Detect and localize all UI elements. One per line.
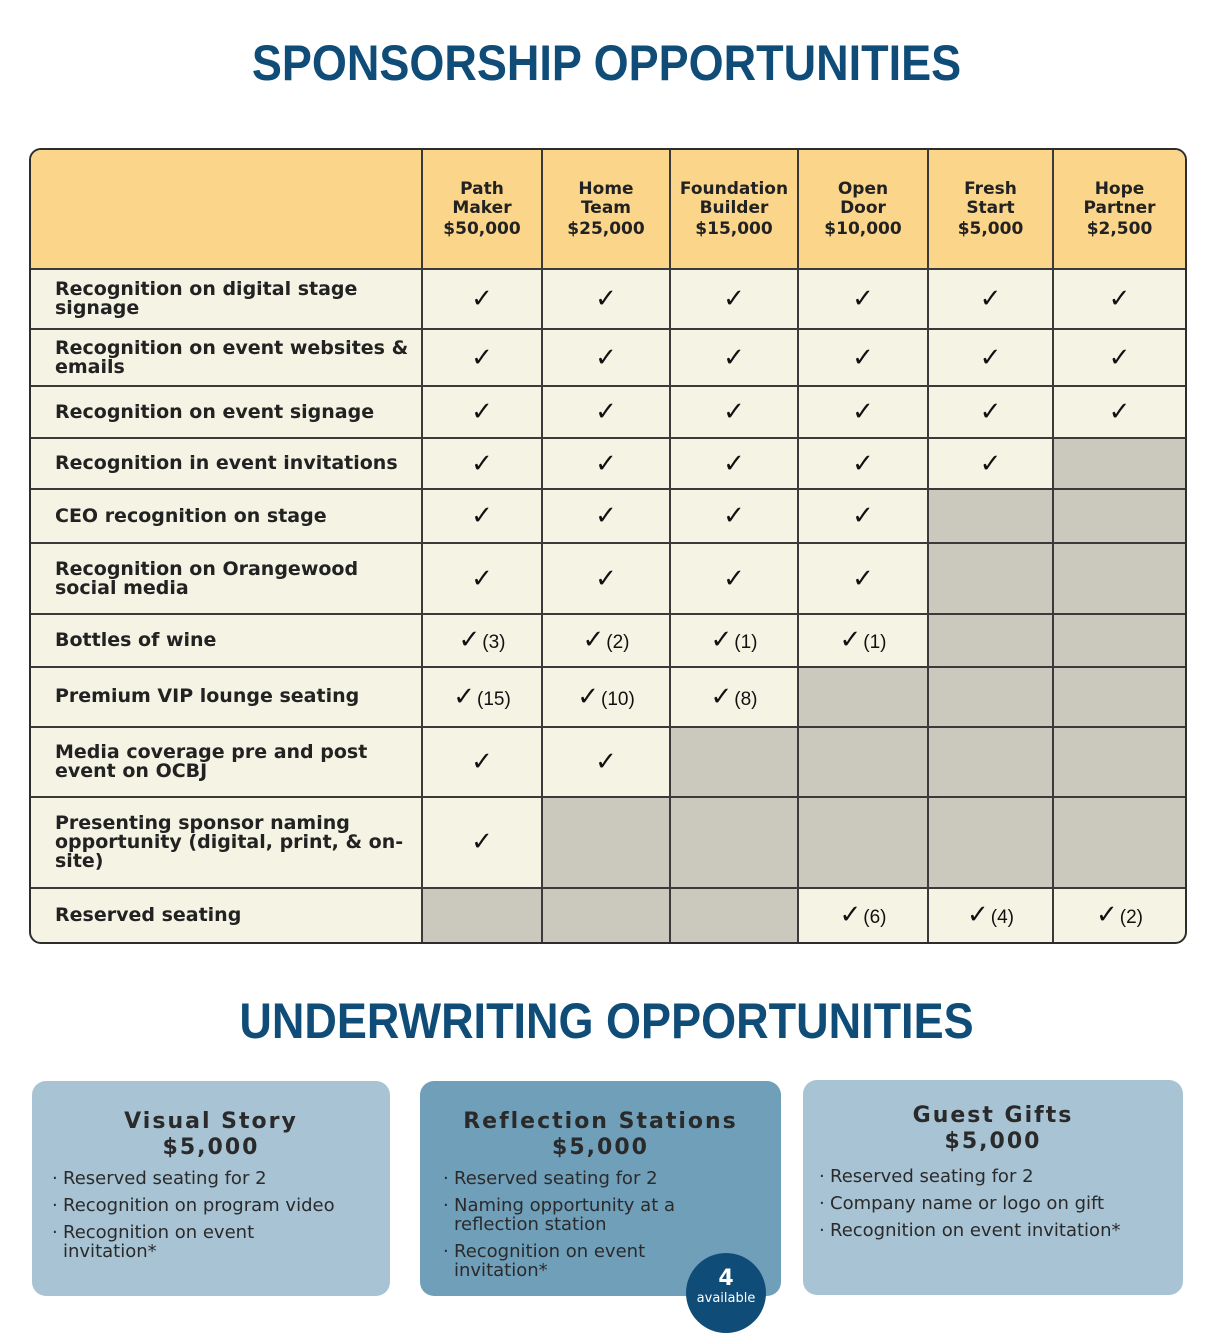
checkmark-icon: ✓ xyxy=(453,681,475,712)
benefit-cell xyxy=(422,329,542,386)
benefit-label: Recognition on Orangewood social media xyxy=(31,543,422,614)
benefit-cell xyxy=(542,329,670,386)
table-row xyxy=(31,797,1185,888)
table-row xyxy=(31,543,1185,614)
benefit-cell xyxy=(1053,329,1185,386)
benefit-cell xyxy=(670,667,798,727)
benefit-label: Recognition on event signage xyxy=(31,386,422,438)
checkmark-icon: ✓ xyxy=(710,681,733,712)
table-header-row xyxy=(31,150,1185,269)
benefit-label: CEO recognition on stage xyxy=(31,489,422,543)
benefit-cell xyxy=(798,329,928,386)
checkmark-icon: ✓ xyxy=(852,563,874,594)
benefit-cell xyxy=(798,269,928,329)
checkmark-icon: ✓ xyxy=(471,563,493,594)
tier-price: $25,000 xyxy=(567,218,645,239)
unavailable-cell xyxy=(670,888,798,942)
benefit-cell xyxy=(1053,386,1185,438)
checkmark-icon: ✓ xyxy=(471,397,493,428)
benefit-cell xyxy=(422,614,542,666)
benefit-cell xyxy=(1053,269,1185,329)
benefit-cell xyxy=(928,386,1053,438)
unavailable-cell xyxy=(928,614,1053,666)
card-price: $5,000 xyxy=(162,1135,260,1160)
checkmark-icon: ✓ xyxy=(723,284,745,315)
benefit-label: Premium VIP lounge seating xyxy=(31,667,422,727)
checkmark-icon: ✓ xyxy=(1108,397,1131,428)
benefit-cell xyxy=(670,614,798,666)
checkmark-icon: ✓ xyxy=(458,625,481,656)
checkmark-icon: ✓ xyxy=(471,342,493,373)
unavailable-cell xyxy=(1053,489,1185,543)
unavailable-cell xyxy=(928,489,1053,543)
table-row xyxy=(31,329,1185,386)
benefit-label: Recognition on event websites & emails xyxy=(31,329,422,386)
table-row xyxy=(31,727,1185,797)
benefit-label: Recognition on digital stage signage xyxy=(31,269,422,329)
unavailable-cell xyxy=(928,667,1053,727)
unavailable-cell xyxy=(670,727,798,797)
checkmark-icon: ✓ xyxy=(979,397,1002,428)
table-row xyxy=(31,489,1185,543)
checkmark-icon: ✓ xyxy=(723,501,745,532)
benefit-cell xyxy=(798,888,928,942)
checkmark-icon: ✓ xyxy=(471,284,493,315)
tier-price: $10,000 xyxy=(824,218,902,239)
unavailable-cell xyxy=(1053,667,1185,727)
quantity-label: (2) xyxy=(606,632,630,654)
availability-badge xyxy=(686,1253,766,1333)
benefit-cell xyxy=(542,438,670,489)
checkmark-icon: ✓ xyxy=(471,827,493,858)
unavailable-cell xyxy=(928,543,1053,614)
checkmark-icon: ✓ xyxy=(595,448,617,479)
table-row xyxy=(31,386,1185,438)
quantity-label: (15) xyxy=(477,688,511,710)
checkmark-icon: ✓ xyxy=(723,342,745,373)
checkmark-icon: ✓ xyxy=(1108,342,1131,373)
list-item: · Recognition on event invitation* xyxy=(445,1242,694,1280)
checkmark-icon: ✓ xyxy=(852,284,874,315)
unavailable-cell xyxy=(542,888,670,942)
quantity-label: (1) xyxy=(863,632,887,654)
benefit-cell xyxy=(422,797,542,888)
checkmark-icon: ✓ xyxy=(595,284,617,315)
benefit-cell xyxy=(928,888,1053,942)
table-row xyxy=(31,269,1185,329)
tier-name-line2: Builder xyxy=(699,197,769,218)
list-item: · Reserved seating for 2 xyxy=(445,1169,781,1188)
checkmark-icon: ✓ xyxy=(852,501,874,532)
benefit-cell xyxy=(542,543,670,614)
card-price: $5,000 xyxy=(552,1135,649,1160)
checkmark-icon: ✓ xyxy=(471,448,493,479)
benefit-cell xyxy=(670,386,798,438)
quantity-label: (3) xyxy=(482,632,506,654)
underwriting-card xyxy=(803,1080,1183,1295)
checkmark-icon: ✓ xyxy=(852,397,874,428)
benefit-cell xyxy=(542,727,670,797)
benefit-cell xyxy=(928,438,1053,489)
unavailable-cell xyxy=(1053,797,1185,888)
checkmark-icon: ✓ xyxy=(710,625,733,656)
tier-name-line1: Home xyxy=(578,178,634,199)
list-item: · Reserved seating for 2 xyxy=(54,1169,390,1188)
quantity-label: (10) xyxy=(601,688,635,710)
tier-header xyxy=(928,150,1053,269)
table-row xyxy=(31,438,1185,489)
unavailable-cell xyxy=(928,727,1053,797)
header-blank xyxy=(31,150,422,269)
quantity-label: (6) xyxy=(863,907,887,929)
benefit-cell xyxy=(798,543,928,614)
checkmark-icon: ✓ xyxy=(595,563,617,594)
tier-price: $2,500 xyxy=(1086,218,1153,239)
unavailable-cell xyxy=(928,797,1053,888)
unavailable-cell xyxy=(1053,727,1185,797)
tier-header xyxy=(1053,150,1185,269)
checkmark-icon: ✓ xyxy=(1095,900,1118,931)
unavailable-cell xyxy=(798,667,928,727)
tier-name-line1: Path xyxy=(460,178,504,199)
benefit-cell xyxy=(670,489,798,543)
benefit-label: Presenting sponsor naming opportunity (digital, print, & on-site) xyxy=(31,797,422,888)
checkmark-icon: ✓ xyxy=(595,746,617,777)
benefit-cell xyxy=(422,727,542,797)
checkmark-icon: ✓ xyxy=(723,397,745,428)
benefit-cell xyxy=(542,386,670,438)
list-item: · Naming opportunity at a reflection station xyxy=(445,1196,724,1234)
table-row xyxy=(31,667,1185,727)
benefit-cell xyxy=(798,614,928,666)
benefit-cell xyxy=(542,269,670,329)
tier-name-line2: Team xyxy=(580,197,632,218)
tier-price: $15,000 xyxy=(695,218,773,239)
benefit-cell xyxy=(670,543,798,614)
card-title: Guest Gifts xyxy=(912,1103,1074,1128)
unavailable-cell xyxy=(1053,614,1185,666)
checkmark-icon: ✓ xyxy=(471,501,493,532)
benefit-label: Reserved seating xyxy=(31,888,422,942)
tier-header xyxy=(670,150,798,269)
unavailable-cell xyxy=(798,797,928,888)
benefit-cell xyxy=(542,614,670,666)
availability-count: 4 xyxy=(718,1266,734,1291)
benefit-cell xyxy=(422,386,542,438)
underwriting-card xyxy=(32,1081,390,1296)
tier-header xyxy=(798,150,928,269)
card-title: Reflection Stations xyxy=(463,1109,738,1134)
benefit-cell xyxy=(422,269,542,329)
card-benefit-list xyxy=(32,1169,390,1261)
tier-name-line2: Start xyxy=(966,197,1015,218)
checkmark-icon: ✓ xyxy=(1108,284,1131,315)
benefit-cell xyxy=(422,438,542,489)
checkmark-icon: ✓ xyxy=(595,342,617,373)
tier-price: $50,000 xyxy=(443,218,521,239)
card-price: $5,000 xyxy=(944,1129,1042,1154)
checkmark-icon: ✓ xyxy=(966,900,989,931)
checkmark-icon: ✓ xyxy=(979,342,1002,373)
sponsorship-table xyxy=(29,148,1187,944)
unavailable-cell xyxy=(1053,543,1185,614)
tier-name-line1: Open xyxy=(837,178,889,199)
tier-header xyxy=(422,150,542,269)
checkmark-icon: ✓ xyxy=(577,681,599,712)
table-row xyxy=(31,614,1185,666)
benefit-cell xyxy=(928,269,1053,329)
benefit-cell xyxy=(798,489,928,543)
benefit-cell xyxy=(670,329,798,386)
tier-price: $5,000 xyxy=(957,218,1024,239)
checkmark-icon: ✓ xyxy=(852,342,874,373)
benefit-cell xyxy=(670,438,798,489)
underwriting-title: UNDERWRITING OPPORTUNITIES xyxy=(239,993,974,1049)
sponsorship-title: SPONSORSHIP OPPORTUNITIES xyxy=(251,35,962,91)
checkmark-icon: ✓ xyxy=(839,625,862,656)
benefit-cell xyxy=(670,269,798,329)
benefit-cell xyxy=(1053,888,1185,942)
checkmark-icon: ✓ xyxy=(582,625,605,656)
benefit-cell xyxy=(542,667,670,727)
unavailable-cell xyxy=(670,797,798,888)
benefit-cell xyxy=(798,386,928,438)
benefit-label: Bottles of wine xyxy=(31,614,422,666)
checkmark-icon: ✓ xyxy=(723,563,745,594)
tier-name-line1: Hope xyxy=(1094,178,1145,199)
list-item: · Company name or logo on gift xyxy=(821,1194,1183,1213)
unavailable-cell xyxy=(542,797,670,888)
quantity-label: (2) xyxy=(1119,907,1144,929)
card-benefit-list xyxy=(803,1167,1183,1240)
checkmark-icon: ✓ xyxy=(839,900,862,931)
benefit-cell xyxy=(422,489,542,543)
benefit-cell xyxy=(542,489,670,543)
unavailable-cell xyxy=(1053,438,1185,489)
checkmark-icon: ✓ xyxy=(595,501,617,532)
table-row xyxy=(31,888,1185,942)
list-item: · Recognition on program video xyxy=(54,1196,390,1215)
card-title: Visual Story xyxy=(124,1109,298,1134)
benefit-label: Media coverage pre and post event on OCBJ xyxy=(31,727,422,797)
tier-header xyxy=(542,150,670,269)
benefit-cell xyxy=(422,667,542,727)
checkmark-icon: ✓ xyxy=(723,448,745,479)
benefit-label: Recognition in event invitations xyxy=(31,438,422,489)
tier-name-line2: Door xyxy=(840,197,886,218)
checkmark-icon: ✓ xyxy=(979,448,1002,479)
list-item: · Recognition on event invitation* xyxy=(821,1221,1183,1240)
unavailable-cell xyxy=(798,727,928,797)
list-item: · Recognition on event invitation* xyxy=(54,1223,303,1261)
quantity-label: (8) xyxy=(734,688,758,710)
quantity-label: (1) xyxy=(734,632,758,654)
unavailable-cell xyxy=(422,888,542,942)
tier-name-line1: Fresh xyxy=(964,178,1017,199)
checkmark-icon: ✓ xyxy=(595,397,617,428)
tier-name-line2: Partner xyxy=(1083,197,1156,218)
checkmark-icon: ✓ xyxy=(471,746,493,777)
tier-name-line1: Foundation xyxy=(679,178,789,199)
checkmark-icon: ✓ xyxy=(979,284,1002,315)
benefit-cell xyxy=(928,329,1053,386)
benefit-cell xyxy=(798,438,928,489)
list-item: · Reserved seating for 2 xyxy=(821,1167,1183,1186)
availability-label: available xyxy=(696,1291,756,1306)
quantity-label: (4) xyxy=(990,907,1015,929)
checkmark-icon: ✓ xyxy=(852,448,874,479)
tier-name-line2: Maker xyxy=(452,197,512,218)
benefit-cell xyxy=(422,543,542,614)
